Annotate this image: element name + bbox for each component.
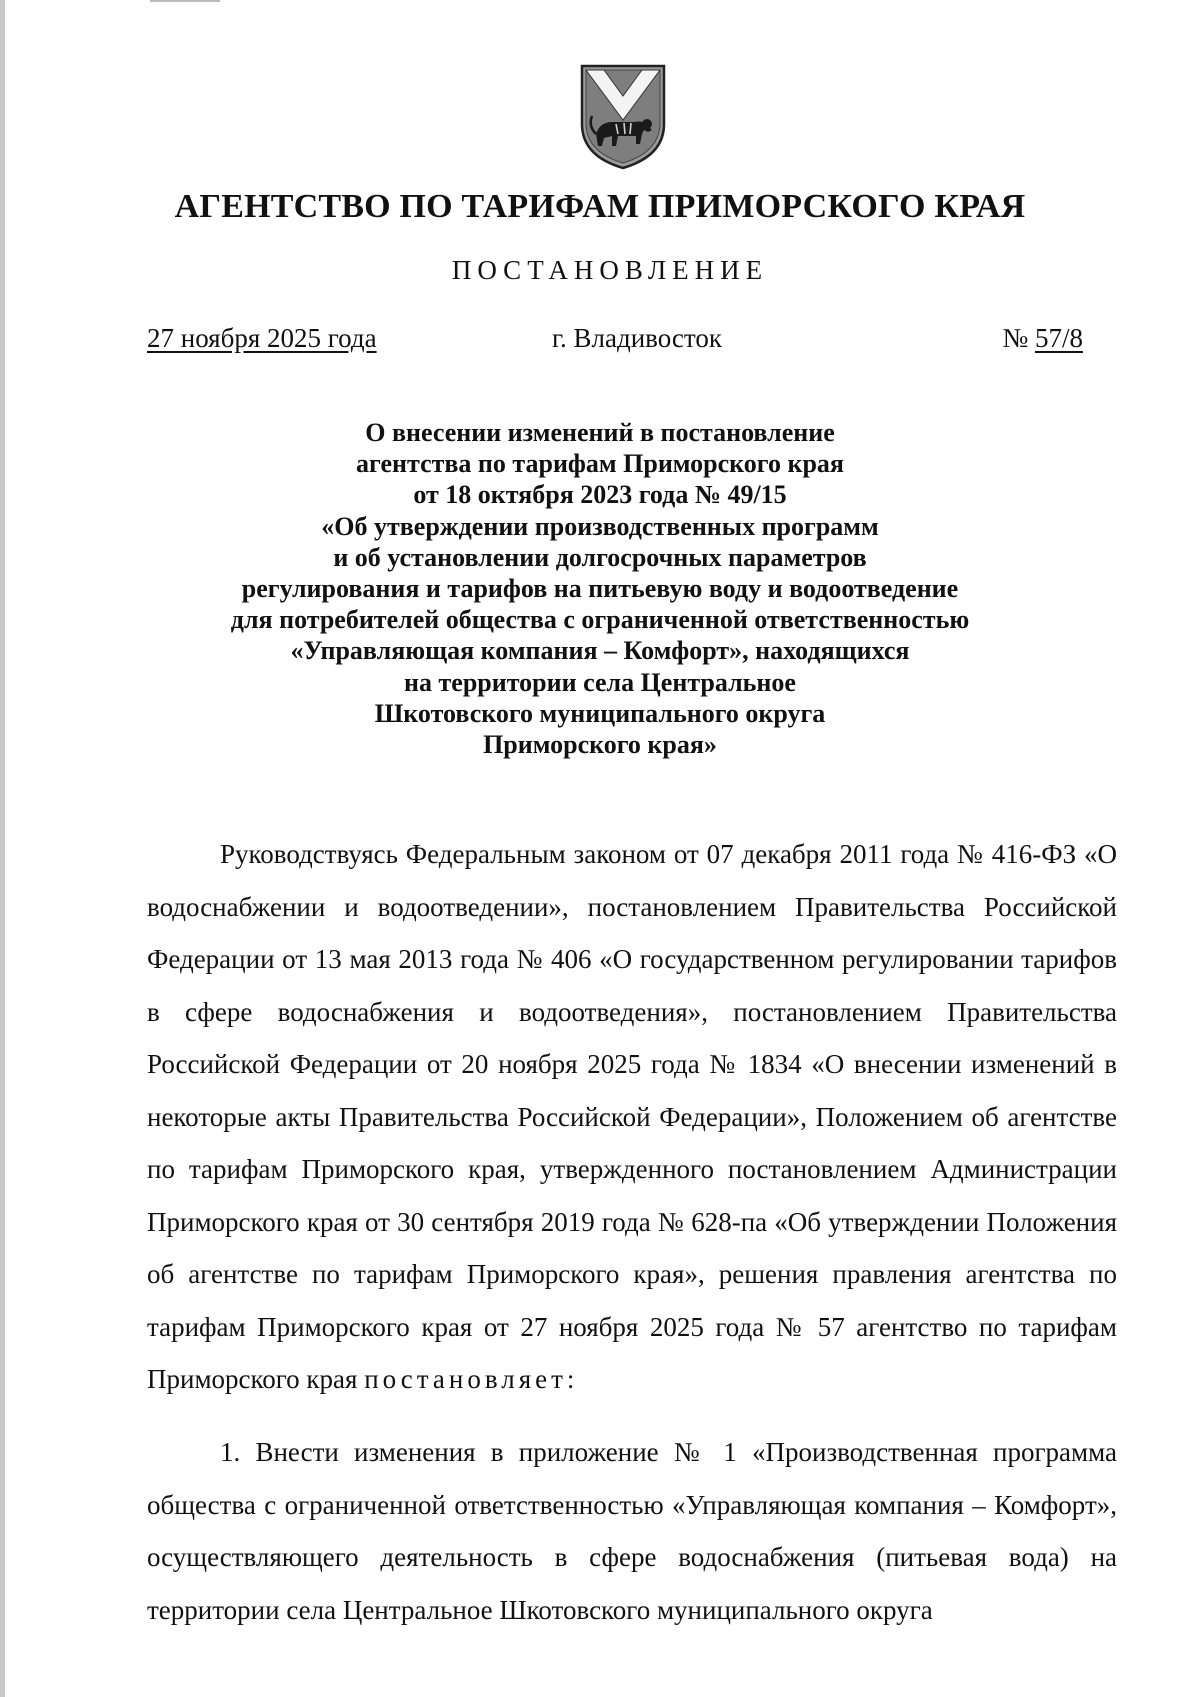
scan-mark [150, 0, 220, 2]
preamble-text: Руководствуясь Федеральным законом от 07 декабря 2011 года № 416-ФЗ «О водоснабжении и водоотведении», постановлением Правительства Российской Федерации от 13 мая 2013 года № 406 «О государственном регулировании тарифов в сфере водоснабжения и водоотведения», постановлением Правительства Российской Федерации от 20 ноября 2025 года № 1834 «О внесении изменений в некоторые акты Правительства Российской Федерации», Положением об агентстве по тарифам Приморского края, утвержденного постановлением Администрации Приморского края от 30 сентября 2019 года № 628-па «Об утверждении Положения об агентстве по тарифам Приморского края», решения правления агентства по тарифам Приморского края от 27 ноября 2025 года № 57 агентство по тарифам Приморского края [147, 839, 1117, 1394]
title-line: «Об утверждении производственных программ [321, 511, 879, 541]
document-title [0, 417, 1200, 760]
document-city: г. Владивосток [552, 323, 722, 353]
title-line: от 18 октября 2023 года № 49/15 [413, 480, 787, 510]
document-number-prefix: № [1002, 323, 1029, 353]
resolves-word: постановляет: [364, 1364, 579, 1394]
title-line: регулирования и тарифов на питьевую воду и водоотведение [241, 574, 959, 604]
title-line: «Управляющая компания – Комфорт», находящихся [290, 636, 910, 666]
title-line: агентства по тарифам Приморского края [356, 449, 844, 479]
document-date: 27 ноября 2025 года [147, 323, 377, 353]
coat-of-arms-icon [578, 60, 668, 172]
title-line: О внесении изменений в постановление [365, 418, 835, 447]
title-line: Приморского края» [483, 730, 717, 760]
body-paragraph-preamble [147, 828, 1117, 1406]
title-line: и об установлении долгосрочных параметров [333, 542, 867, 572]
body-paragraph-item-1: 1. Внести изменения в приложение № 1 «Производственная программа общества с ограниченной ответственностью «Управляющая компания – Комфорт», осуществляющего деятельность в сфере водоснабжения (питьевая вода) на территории села Центральное Шкотовского муниципального округа [147, 1437, 1117, 1625]
document-number-value: 57/8 [1034, 323, 1083, 353]
document-number [1002, 323, 1083, 354]
agency-title: АГЕНТСТВО ПО ТАРИФАМ ПРИМОРСКОГО КРАЯ [174, 188, 1026, 225]
document-type-heading: ПОСТАНОВЛЕНИЕ [451, 255, 769, 285]
title-line: Шкотовского муниципального округа [374, 698, 826, 728]
title-line: на территории села Центральное [404, 667, 796, 697]
title-line: для потребителей общества с ограниченной ответственностью [230, 605, 970, 635]
